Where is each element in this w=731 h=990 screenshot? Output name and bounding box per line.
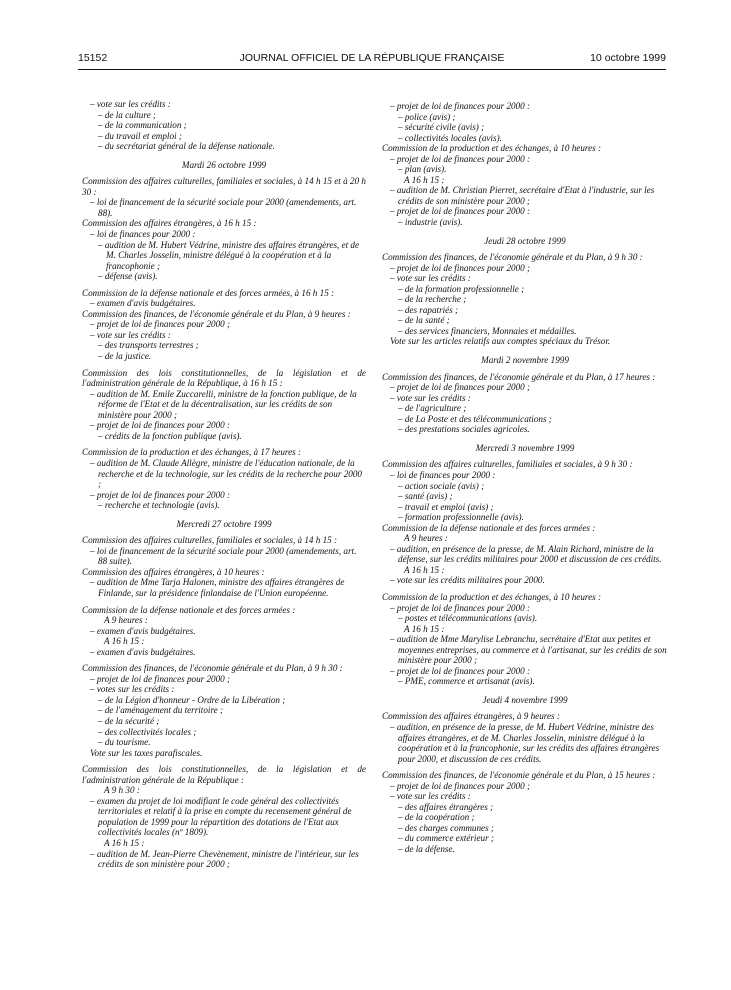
agenda-item: – de la sécurité ; [98,715,160,726]
agenda-item: – travail et emploi (avis) ; [398,501,494,512]
agenda-item: Vote sur les taxes parafiscales. [90,747,203,758]
agenda-item: – examen d'avis budgétaires. [90,625,196,636]
commission-entry: Commission des lois constitutionnelles, de la législation et de l'administration générale de la République, à 16 h 15 : [82,367,366,389]
agenda-item: – crédits de la fonction publique (avis). [98,430,242,441]
agenda-item: – de la santé ; [398,315,450,326]
agenda-item: – projet de loi de finances pour 2000 ; [390,262,531,273]
agenda-item: A 16 h 15 : [104,636,145,647]
commission-entry: Commission de la production et des échanges, à 10 heures : [382,591,602,602]
agenda-item: – audition de Mme Marylise Lebranchu, secrétaire d'Etat aux petites et moyennes entreprises, au commerce et à l'artisanat, sur les crédits de son ministère pour 2000 ; [390,634,667,666]
agenda-item: – audition, en présence de la presse, de M. Hubert Védrine, ministre des affaires étrangères, et de M. Charles Josselin, ministre délégué à la coopération et à la francophonie, sur les crédits des affaires étrangères pour 2000, et discussion de ces crédits. [390,721,660,764]
commission-entry: Commission des finances, de l'économie générale et du Plan, à 9 heures : [82,308,351,319]
agenda-item: – de la justice. [98,351,152,362]
agenda-item: – vote sur les crédits : [390,392,471,403]
agenda-item: – postes et télécommunications (avis). [398,613,538,624]
agenda-item: – audition de M. Christian Pierret, secrétaire d'Etat à l'industrie, sur les crédits de son ministère pour 2000 ; [390,185,655,206]
agenda-item: – vote sur les crédits : [390,273,471,284]
date-heading: Jeudi 28 octobre 1999 [484,235,566,246]
agenda-item: – examen d'avis budgétaires. [90,298,196,309]
agenda-item: – de la formation professionnelle ; [398,283,525,294]
agenda-item: – du travail et emploi ; [98,130,182,141]
agenda-item: – projet de loi de finances pour 2000 : [390,153,531,164]
agenda-item: – projet de loi de finances pour 2000 ; [90,673,231,684]
agenda-item: – action sociale (avis) ; [398,480,485,491]
agenda-item: – audition de Mme Tarja Halonen, ministre des affaires étrangères de Finlande, sur la présidence finlandaise de l'Union européenne. [90,577,345,598]
agenda-item: – audition de M. Hubert Védrine, ministre des affaires étrangères, et de M. Charles Josselin, ministre délégué à la coopération et à la francophonie ; [98,239,360,271]
agenda-item: – examen d'avis budgétaires. [90,646,196,657]
commission-entry: Commission des finances, de l'économie générale et du Plan, à 17 heures : [382,371,656,382]
page-header [78,52,666,66]
agenda-item: – de la recherche ; [398,294,467,305]
agenda-item: – projet de loi de finances pour 2000 : [90,420,231,431]
agenda-item: – défense (avis). [98,271,158,282]
agenda-item: – projet de loi de finances pour 2000 ; [390,780,531,791]
agenda-item: – collectivités locales (avis). [398,132,502,143]
agenda-item: – audition de M. Claude Allègre, ministre de l'éducation nationale, de la recherche et de la technologie, sur les crédits de la recherche pour 2000 ; [90,457,362,490]
left-column [82,99,366,870]
agenda-item: – santé (avis) ; [398,491,453,502]
commission-entry: Commission de la production et des échanges, à 10 heures : [382,143,602,154]
agenda-item: – du tourisme. [98,737,151,748]
agenda-item: A 16 h 15 : [404,564,445,575]
right-column [382,101,668,855]
agenda-item: – audition, en présence de la presse, de M. Alain Richard, ministre de la défense, sur les crédits militaires pour 2000 et discussion de ces crédits. [390,543,662,565]
agenda-item: – loi de finances pour 2000 : [390,469,496,480]
agenda-item: – recherche et technologie (avis). [98,500,220,511]
agenda-item: A 9 heures : [404,533,448,544]
commission-entry: Commission des finances, de l'économie générale et du Plan, à 9 h 30 : [382,252,643,263]
agenda-item: – loi de finances pour 2000 : [90,229,196,240]
date-heading: Mercredi 3 novembre 1999 [475,442,575,453]
date-heading: Jeudi 4 novembre 1999 [482,694,568,705]
agenda-item: – projet de loi de finances pour 2000 : [390,206,531,217]
commission-entry: Commission des affaires culturelles, familiales et sociales, à 14 h 15 et à 20 h 30 : [82,176,366,197]
date-heading: Mardi 2 novembre 1999 [481,355,569,366]
journal-title: JOURNAL OFFICIEL DE LA RÉPUBLIQUE FRANÇAISE [239,52,505,64]
commission-entry: Commission des affaires culturelles, familiales et sociales, à 14 h 15 : [82,535,338,546]
agenda-item: – plan (avis). [398,164,447,175]
header-rule [78,69,666,70]
commission-entry: Commission des finances, de l'économie générale et du Plan, à 15 heures : [382,770,656,781]
agenda-item: – PME, commerce et artisanat (avis). [398,676,535,687]
agenda-item: – votes sur les crédits : [90,684,175,695]
agenda-item: – de La Poste et des télécommunications ; [398,413,552,424]
agenda-item: – du commerce extérieur ; [398,833,494,844]
agenda-item: – de la coopération ; [398,812,475,823]
agenda-item: – vote sur les crédits : [90,329,171,340]
agenda-item: – des collectivités locales ; [98,726,197,737]
agenda-item: – vote sur les crédits : [90,99,171,109]
commission-entry: Commission des finances, de l'économie générale et du Plan, à 9 h 30 : [82,663,343,674]
date-heading: Mercredi 27 octobre 1999 [176,518,272,529]
agenda-item: – projet de loi de finances pour 2000 ; [390,382,531,393]
page-number: 15152 [78,52,108,64]
agenda-item: – sécurité civile (avis) ; [398,122,485,133]
agenda-item: – des prestations sociales agricoles. [398,424,530,435]
agenda-item: – des affaires étrangères ; [398,801,494,812]
commission-entry: Commission des affaires étrangères, à 10 heures : [82,566,265,577]
agenda-item: – de la Légion d'honneur - Ordre de la Libération ; [98,694,286,705]
agenda-item: – de la culture ; [98,109,156,120]
agenda-item: – audition de M. Jean-Pierre Chevènement, ministre de l'intérieur, sur les crédits de son ministère pour 2000 ; [90,848,359,870]
commission-entry: Commission des lois constitutionnelles, de la législation et de l'administration générale de la République : [82,764,366,785]
issue-date: 10 octobre 1999 [590,52,666,64]
agenda-item: A 9 heures : [104,615,148,626]
agenda-item: A 16 h 15 : [404,174,445,185]
agenda-item: A 9 h 30 : [104,785,140,796]
agenda-item: – projet de loi de finances pour 2000 ; [90,319,231,330]
agenda-item: – vote sur les crédits : [390,791,471,802]
agenda-item: – projet de loi de finances pour 2000 : [390,602,531,613]
agenda-item: – de la défense. [398,844,455,854]
agenda-item: – loi de financement de la sécurité sociale pour 2000 (amendements, art. 88). [90,197,357,218]
agenda-item: – du secrétariat général de la défense nationale. [98,141,275,152]
agenda-item: – projet de loi de finances pour 2000 : [390,665,531,676]
agenda-item: – projet de loi de finances pour 2000 : [90,489,231,500]
agenda-item: – des charges communes ; [398,822,494,833]
agenda-item: – examen du projet de loi modifiant le code général des collectivités territoriales et relatif à la prise en compte du recensement général de population de 1999 pour la répartition des dotations de l'Etat aux collectivités locales (nº 1809). [90,795,352,838]
agenda-item: A 16 h 15 : [404,623,445,634]
agenda-item: – des services financiers, Monnaies et médailles. [398,325,577,336]
commission-entry: Commission des affaires étrangères, à 9 heures : [382,711,560,722]
commission-entry: Commission de la production et des échanges, à 17 heures : [82,447,302,458]
commission-entry: Commission de la défense nationale et des forces armées : [382,522,596,533]
agenda-item: – projet de loi de finances pour 2000 : [390,101,531,111]
agenda-item: – audition de M. Emile Zuccarelli, ministre de la fonction publique, de la réforme de l'Etat et de la décentralisation, sur les crédits de son ministère pour 2000 ; [90,388,357,420]
agenda-item: – vote sur les crédits militaires pour 2000. [390,575,545,586]
agenda-item: – des transports terrestres ; [98,340,199,351]
agenda-item: – loi de financement de la sécurité sociale pour 2000 (amendements, art. 88 suite). [90,545,357,567]
agenda-item: A 16 h 15 : [104,838,145,848]
agenda-item: Vote sur les articles relatifs aux comptes spéciaux du Trésor. [390,336,611,347]
commission-entry: Commission de la défense nationale et des forces armées : [82,604,296,615]
agenda-item: – de l'agriculture ; [398,403,467,414]
agenda-item: – formation professionnelle (avis). [398,512,524,523]
agenda-item: – de l'aménagement du territoire ; [98,705,224,716]
date-heading: Mardi 26 octobre 1999 [181,159,267,170]
agenda-item: – industrie (avis). [398,217,463,228]
commission-entry: Commission des affaires culturelles, familiales et sociales, à 9 h 30 : [382,459,633,470]
agenda-item: – des rapatriés ; [398,304,459,315]
agenda-item: – de la communication ; [98,120,187,131]
commission-entry: Commission de la défense nationale et des forces armées, à 16 h 15 : [82,287,335,298]
commission-entry: Commission des affaires étrangères, à 16 h 15 : [82,218,257,229]
agenda-item: – police (avis) ; [398,111,456,122]
